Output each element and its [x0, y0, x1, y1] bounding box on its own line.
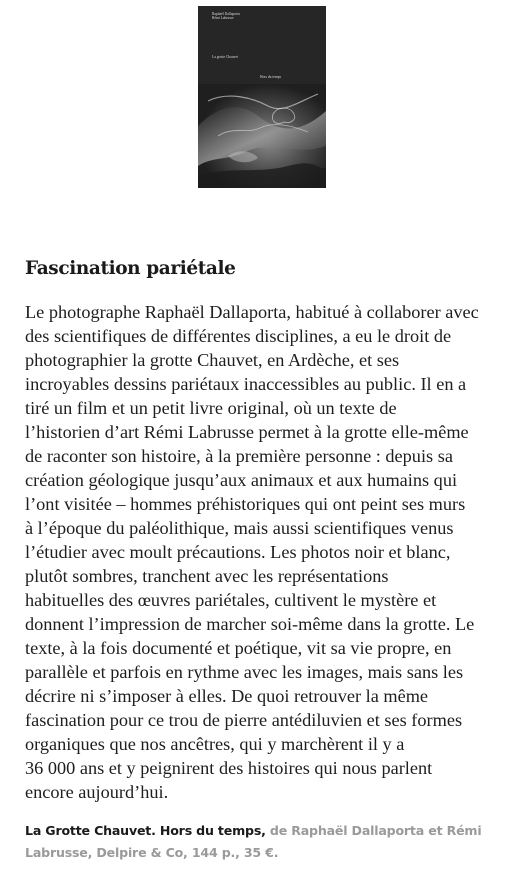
- body-line: l’historien d’art Rémi Labrusse permet à la grotte elle-même: [25, 422, 469, 442]
- body-line: l’étudier avec moult précautions. Les photos noir et blanc,: [25, 542, 451, 562]
- book-credit: [25, 820, 505, 864]
- body-line: de raconter son histoire, à la première personne : depuis sa: [25, 446, 453, 466]
- cover-title: La grotte Chauvet: [212, 55, 238, 59]
- body-line: encore aujourd’hui.: [25, 782, 169, 802]
- body-line: plutôt sombres, tranchent avec les représentations: [25, 566, 389, 586]
- body-line: à l’époque du paléolithique, mais aussi scientifiques venus: [25, 518, 454, 538]
- body-line: création géologique jusqu’aux animaux et aux humains qui: [25, 470, 458, 490]
- credit-line: [25, 820, 505, 842]
- book-cover-image: [198, 6, 326, 188]
- body-line: donnent l’impression de marcher soi-même dans la grotte. Le: [25, 614, 475, 634]
- body-line: incroyables dessins pariétaux inaccessibles au public. Il en a: [25, 374, 467, 394]
- book-publication-info: Labrusse, Delpire & Co, 144 p., 35 €.: [25, 845, 279, 860]
- body-line: 36 000 ans et y peignirent des histoires qui nous parlent: [25, 758, 433, 778]
- body-line: l’ont visitée – hommes préhistoriques qui ont peint ses murs: [25, 494, 466, 514]
- cover-subtitle: Hors du temps: [260, 75, 281, 79]
- body-line: fascination pour ce trou de pierre antédiluvien et ses formes: [25, 710, 463, 730]
- book-authors: de Raphaël Dallaporta et Rémi: [265, 823, 482, 838]
- article-body: [25, 300, 505, 804]
- body-line: des scientifiques de différentes disciplines, a eu le droit de: [25, 326, 452, 346]
- article-heading: Fascination pariétale: [25, 258, 236, 279]
- cave-photo: [198, 6, 326, 188]
- body-line: Le photographe Raphaël Dallaporta, habitué à collaborer avec: [25, 302, 479, 322]
- body-line: photographier la grotte Chauvet, en Ardèche, et ses: [25, 350, 400, 370]
- body-line: parallèle et parfois en rythme avec les images, mais sans les: [25, 662, 464, 682]
- book-title: La Grotte Chauvet. Hors du temps,: [25, 823, 266, 838]
- cover-authors: Raphaël Dallaporta Rémi Labrusse: [212, 12, 240, 21]
- body-line: tiré un film et un petit livre original, où un texte de: [25, 398, 397, 418]
- body-line: décrire ni s’imposer à elles. De quoi retrouver la même: [25, 686, 429, 706]
- body-line: habituelles des œuvres pariétales, cultivent le mystère et: [25, 590, 437, 610]
- body-line: texte, à la fois documenté et poétique, vit sa vie propre, en: [25, 638, 452, 658]
- body-line: organiques que nos ancêtres, qui y marchèrent il y a: [25, 734, 405, 754]
